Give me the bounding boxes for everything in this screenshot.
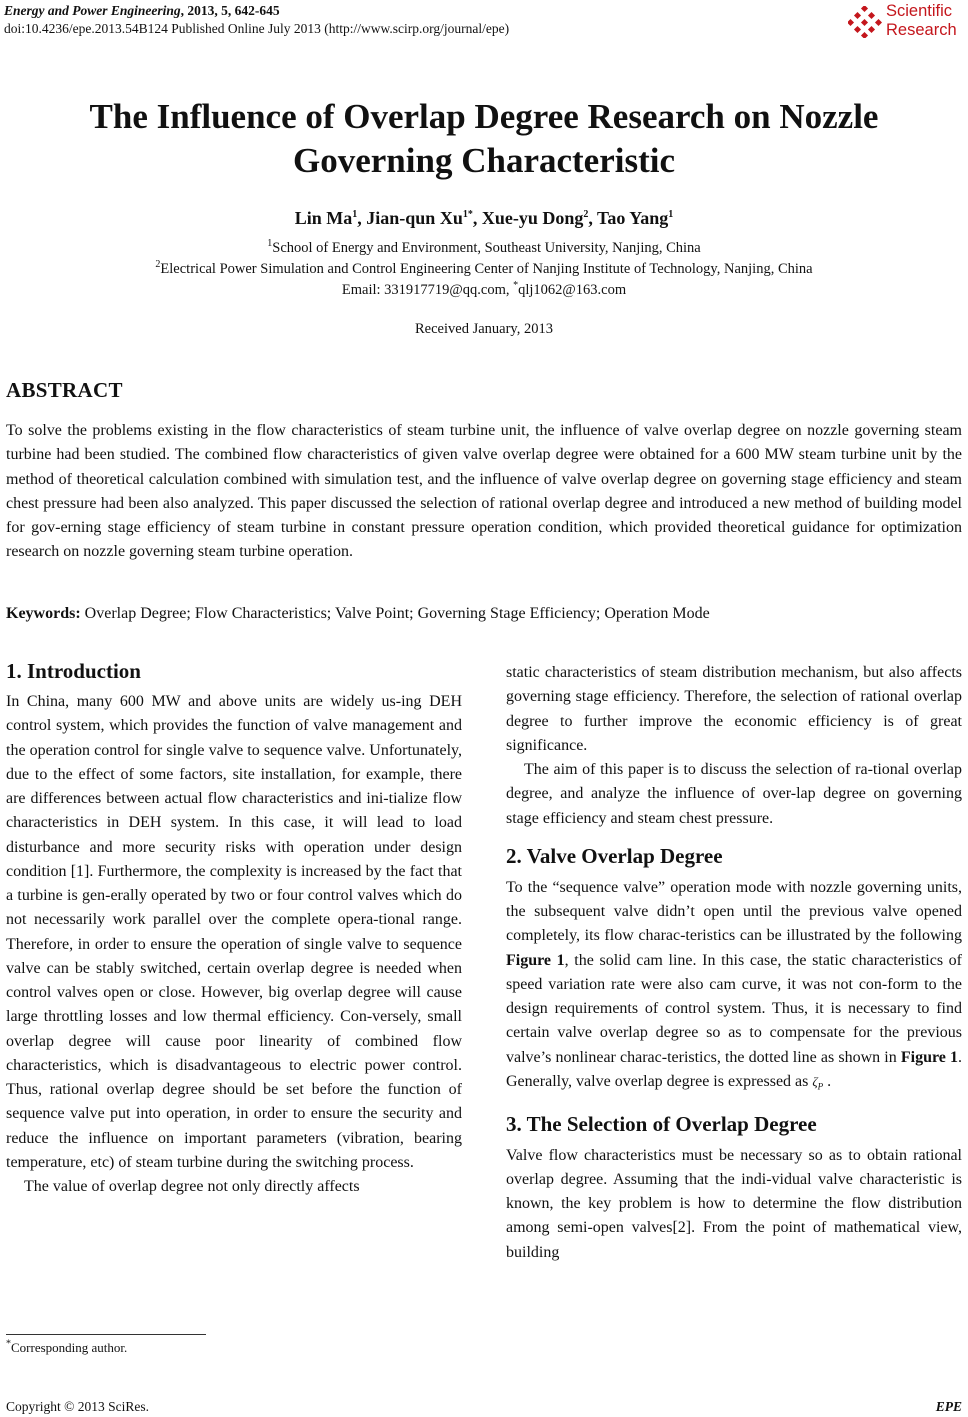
left-column: [6, 658, 462, 1199]
scirp-logo-icon: [848, 6, 882, 38]
section-2-heading: 2. Valve Overlap Degree: [506, 843, 723, 868]
email-sup: *: [513, 280, 519, 292]
aff1-text: School of Energy and Environment, Southeast University, Nanjing, China: [272, 240, 701, 256]
aff2-text: Electrical Power Simulation and Control Engineering Center of Nanjing Institute of Technology, Nanjing, China: [160, 261, 813, 277]
right-column: [506, 661, 962, 1265]
author-1: Lin Ma: [294, 208, 353, 228]
zeta-sub: P: [817, 1081, 824, 1092]
keywords-label: Keywords:: [6, 605, 81, 622]
author-1-sup: 1: [352, 209, 358, 220]
logo-line-1: Scientific: [886, 2, 953, 20]
author-list: [0, 208, 968, 229]
title-line-2: Governing Characteristic: [293, 141, 675, 180]
footnote-sup: *: [6, 1338, 11, 1350]
intro-paragraph-3: The aim of this paper is to discuss the selection of ra-tional overlap degree, and analyze the influence of over-lap degree on governing stage efficiency and steam chest pressure.: [506, 761, 962, 827]
overlap-symbol: [812, 1073, 824, 1092]
running-header-journal: [4, 3, 280, 19]
affiliation-1: [0, 239, 968, 258]
section-3-heading: 3. The Selection of Overlap Degree: [506, 1111, 817, 1136]
abstract-text: To solve the problems existing in the flow characteristics of steam turbine unit, the influence of valve overlap degree on nozzle governing steam turbine had been studied. The combined flow characteristics of given valve overlap degree were obtained for a 600 MW steam turbine unit by the method of theoretical calculation combined with simulation test, and the influence of valve overlap degree on governing stage efficiency and steam chest pressure had been also analyzed. This paper discussed the selection of rational overlap degree and introduced a new method of building model for gov-erning stage efficiency of steam turbine in constant pressure operation condition, which provided theoretical guidance for optimization research on nozzle governing steam turbine operation.: [6, 422, 962, 561]
author-3-sup: 2: [583, 209, 589, 220]
email-line: [0, 281, 968, 300]
zeta-symbol: ζ: [812, 1073, 818, 1089]
section-1-heading: 1. Introduction: [6, 659, 141, 683]
sec2-text-c: . Generally, valve overlap degree is expressed as: [506, 1048, 963, 1090]
doi-line: doi:10.4236/epe.2013.54B124 Published Online July 2013 (http://www.scirp.org/journal/epe): [4, 21, 510, 36]
author-3: , Xue-yu Dong: [472, 208, 584, 228]
aff1-sup: 1: [267, 238, 273, 250]
sec2-text-b: , the solid cam line. In this case, the static characteristics of speed variation rate were also cam curve, it was not con-form to the design requirements of control system. Thus, it is necessary to find certain valve overlap degree so as to compensate for the previous valve’s nonlinear charac-teristics, the dotted line as shown in: [506, 951, 963, 1066]
author-2-sup: 1*: [462, 209, 473, 220]
intro-paragraph-2-cont: static characteristics of steam distribution mechanism, but also affects governing stage efficiency. Therefore, the selection of rational overlap degree to further improve the economic efficiency is of great significance.: [506, 664, 962, 754]
section-2-paragraph: [506, 876, 962, 1099]
email-address[interactable]: qlj1062@163.com: [518, 282, 627, 298]
intro-paragraph-1: In China, many 600 MW and above units are widely us-ing DEH control system, which provides the function of valve management and the operation control for single valve to sequence valve. Unfortunately, due to the effect of some factors, site installation, for example, there are differences between actual flow characteristics and ini-tialize flow characteristics in DEH system. In this case, it will lead to load disturbance and more security risks with operation under design condition [1]. Furthermore, the complexity is increased by the fact that a turbine is gen-erally operated by two or four control valves which do not necessarily work parallel over the complete opera-tional range. Therefore, in order to ensure the operation of single valve to sequence valve can be stably switched, certain overlap degree is needed when control valves open or close. However, big overlap degree will cause large throttling losses and low thermal efficiency. Con-versely, small overlap degree will cause poor linearity of combined flow characteristics, which is disadvantageous to electric power control. Thus, rational overlap degree should be set before the function of sequence valve put into operation, in order to ensure the security and reduce the influence on important parameters (vibration, bearing temperature, etc) of steam turbine during the switching process.: [6, 693, 462, 1171]
footnote-text: Corresponding author.: [11, 1340, 128, 1355]
sec2-text-a: To the “sequence valve” operation mode with nozzle governing units, the subsequent valve didn’t open until the previous valve opened completely, its flow charac-teristics can be illustrated by the following: [506, 878, 962, 945]
journal-abbreviation: EPE: [935, 1399, 962, 1414]
paper-title: [0, 95, 968, 183]
author-4: , Tao Yang: [588, 208, 669, 228]
footnote-divider: [6, 1334, 206, 1335]
keywords: [6, 602, 962, 626]
journal-name: Energy and Power Engineering: [4, 3, 181, 18]
figure-1-ref-2[interactable]: Figure 1: [900, 1048, 959, 1066]
journal-citation: , 2013, 5, 642-645: [180, 3, 280, 18]
email-prefix: Email: 331917719@qq.com,: [341, 282, 514, 298]
author-4-sup: 1: [668, 209, 674, 220]
figure-1-ref[interactable]: Figure 1: [506, 951, 565, 969]
sec2-text-d: .: [823, 1072, 832, 1090]
publisher-logo[interactable]: [846, 2, 964, 42]
title-line-1: The Influence of Overlap Degree Research on Nozzle: [89, 97, 879, 136]
abstract-heading: ABSTRACT: [6, 378, 123, 402]
received-date: Received January, 2013: [415, 321, 553, 337]
aff2-sup: 2: [155, 259, 161, 271]
section-3-paragraph: Valve flow characteristics must be necessary so as to obtain rational overlap degree. Assuming that the indi-vidual valve characteristic is known, the key problem is how to determine the flow distribution among semi-open valves[2]. From the point of mathematical view, building: [506, 1146, 962, 1261]
intro-paragraph-2: The value of overlap degree not only directly affects: [24, 1178, 360, 1195]
copyright: Copyright © 2013 SciRes.: [6, 1399, 150, 1414]
logo-line-2: Research: [886, 20, 957, 39]
affiliation-2: [0, 260, 968, 279]
keywords-text: Overlap Degree; Flow Characteristics; Valve Point; Governing Stage Efficiency; Operation Mode: [80, 605, 710, 622]
footnote: [6, 1340, 127, 1356]
author-2: , Jian-qun Xu: [357, 208, 463, 228]
logo-text: [886, 2, 957, 39]
